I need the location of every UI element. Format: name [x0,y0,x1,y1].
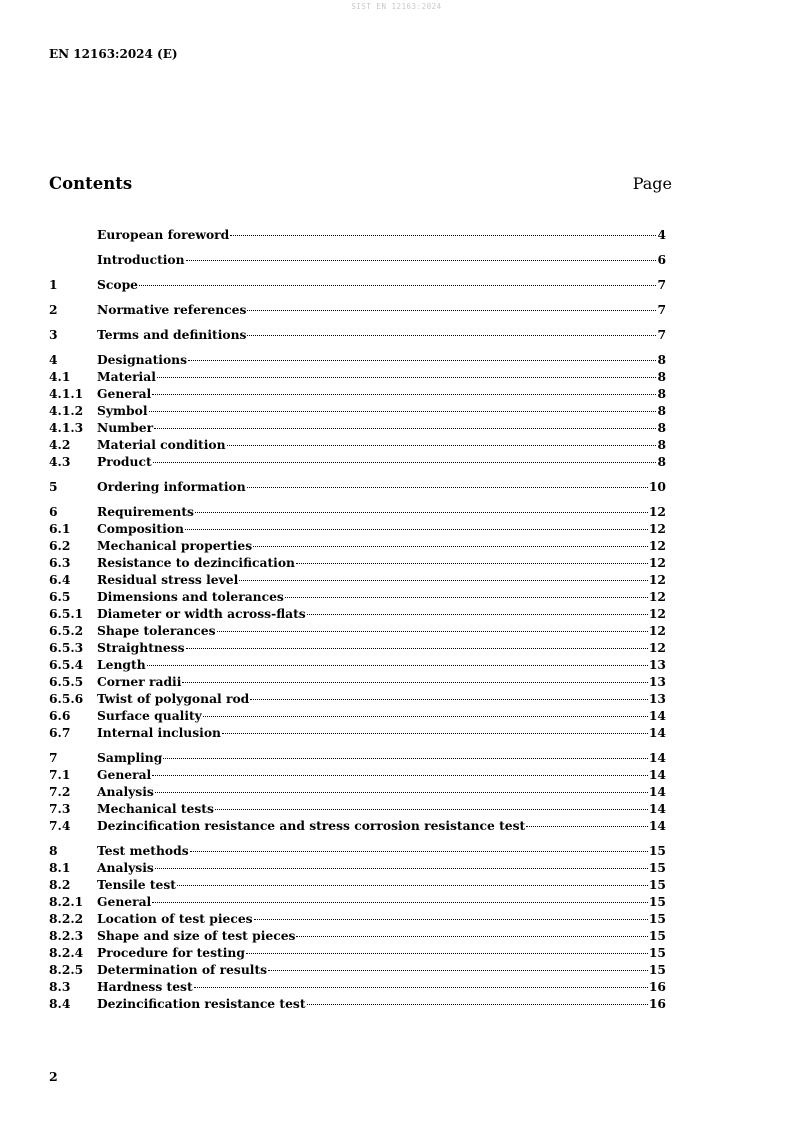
toc-dot-leader [152,394,656,395]
toc-dot-leader [154,428,656,429]
toc-entry-title: Dezincification resistance and stress corrosion resistance test [97,818,526,833]
toc-entry-number: 4.1.2 [49,403,84,418]
toc-entry[interactable] [49,893,666,910]
toc-dot-leader [285,597,648,598]
toc-entry[interactable] [49,503,666,520]
toc-entry-title: Test methods [97,843,189,858]
toc-entry[interactable] [49,800,666,817]
toc-entry[interactable] [49,554,666,571]
toc-entry-number: 6.3 [49,555,71,570]
toc-entry-page: 16 [648,979,666,994]
toc-entry-title: Surface quality [97,708,202,723]
toc-entry-page: 12 [648,572,666,587]
toc-entry-number: 6.5.2 [49,623,84,638]
toc-dot-leader [250,699,648,700]
toc-entry-title: Material condition [97,437,226,452]
toc-entry-title: Tensile test [97,877,176,892]
toc-dot-leader [153,462,657,463]
toc-dot-leader [215,809,648,810]
toc-dot-leader [217,631,648,632]
toc-group [49,226,666,243]
toc-entry-page: 10 [648,479,666,494]
toc-entry[interactable] [49,927,666,944]
toc-entry-title: Hardness test [97,979,193,994]
toc-entry-number: 8.3 [49,979,71,994]
toc-dot-leader [247,487,648,488]
toc-group [49,276,666,293]
toc-entry-number: 8.2.3 [49,928,84,943]
toc-entry-title: Internal inclusion [97,725,221,740]
toc-dot-leader [526,826,648,827]
toc-entry-number: 6.4 [49,572,71,587]
toc-entry-page: 8 [657,369,666,384]
toc-entry-number: 8.2.1 [49,894,84,909]
toc-entry-title: Ordering information [97,479,246,494]
toc-dot-leader [152,902,648,903]
toc-entry-number: 8.2.2 [49,911,84,926]
toc-group [49,842,666,1012]
toc-entry-page: 14 [648,818,666,833]
toc-entry[interactable] [49,724,666,741]
toc-dot-leader [246,953,648,954]
toc-group [49,351,666,470]
toc-dot-leader [247,310,656,311]
toc-entry-number: 8.2.5 [49,962,84,977]
toc-entry-title: Dimensions and tolerances [97,589,284,604]
toc-entry-number: 8.2 [49,877,71,892]
toc-entry-title: Terms and definitions [97,327,247,342]
toc-entry-page: 14 [648,708,666,723]
toc-entry-page: 7 [657,277,666,292]
toc-entry-title: Normative references [97,302,247,317]
toc-dot-leader [227,445,657,446]
document-id-header: EN 12163:2024 (E) [49,47,178,61]
toc-entry-page: 12 [648,623,666,638]
toc-dot-leader [177,885,648,886]
watermark: SIST EN 12163:2024 [351,2,442,11]
page-number: 2 [49,1069,58,1084]
toc-dot-leader [190,851,648,852]
toc-entry-title: Resistance to dezincification [97,555,295,570]
toc-entry[interactable] [49,436,666,453]
toc-entry-page: 15 [648,945,666,960]
toc-dot-leader [188,360,656,361]
toc-entry-page: 15 [648,962,666,977]
toc-entry[interactable] [49,961,666,978]
toc-entry-page: 14 [648,750,666,765]
toc-group [49,251,666,268]
toc-entry-title: Residual stress level [97,572,239,587]
toc-entry-number: 8.4 [49,996,71,1011]
toc-entry-number: 7.1 [49,767,71,782]
toc-entry-title: Procedure for testing [97,945,245,960]
toc-entry-title: Location of test pieces [97,911,253,926]
toc-entry[interactable] [49,944,666,961]
toc-entry[interactable] [49,326,666,343]
toc-dot-leader [155,792,648,793]
table-of-contents [49,226,666,1020]
toc-dot-leader [268,970,648,971]
toc-entry[interactable] [49,766,666,783]
toc-dot-leader [247,335,656,336]
toc-entry-number: 4 [49,352,58,367]
toc-dot-leader [307,614,648,615]
toc-entry-page: 15 [648,928,666,943]
contents-title: Contents [49,174,133,193]
toc-entry-page: 12 [648,640,666,655]
toc-entry[interactable] [49,656,666,673]
toc-entry-page: 12 [648,538,666,553]
toc-entry-number: 4.1 [49,369,71,384]
toc-entry-page: 15 [648,843,666,858]
toc-entry-number: 6.7 [49,725,71,740]
toc-entry[interactable] [49,385,666,402]
toc-entry[interactable] [49,368,666,385]
toc-entry[interactable] [49,588,666,605]
toc-entry[interactable] [49,478,666,495]
toc-entry-number: 7.4 [49,818,71,833]
toc-dot-leader [296,936,647,937]
toc-entry-page: 12 [648,555,666,570]
toc-entry-page: 12 [648,606,666,621]
toc-entry-page: 15 [648,911,666,926]
toc-dot-leader [157,377,657,378]
toc-dot-leader [185,529,648,530]
toc-entry-page: 13 [648,691,666,706]
toc-entry-number: 1 [49,277,58,292]
toc-entry[interactable] [49,402,666,419]
toc-entry-number: 8 [49,843,58,858]
toc-entry-number: 7.3 [49,801,71,816]
toc-entry-number: 2 [49,302,58,317]
toc-entry-number: 7 [49,750,58,765]
toc-entry[interactable] [49,859,666,876]
toc-dot-leader [307,1004,648,1005]
toc-entry-title: European foreword [97,227,230,242]
toc-dot-leader [296,563,648,564]
toc-entry-title: Length [97,657,146,672]
toc-entry-number: 6.5.5 [49,674,84,689]
toc-entry-number: 7.2 [49,784,71,799]
toc-entry[interactable] [49,817,666,834]
toc-entry-number: 6.2 [49,538,71,553]
toc-entry-title: Twist of polygonal rod [97,691,250,706]
toc-entry-number: 4.1.3 [49,420,84,435]
toc-dot-leader [149,411,657,412]
toc-entry-page: 13 [648,657,666,672]
toc-entry-title: General [97,386,152,401]
toc-entry-number: 5 [49,479,58,494]
toc-entry-page: 15 [648,894,666,909]
toc-entry-number: 3 [49,327,58,342]
toc-entry-page: 14 [648,801,666,816]
toc-entry[interactable] [49,351,666,368]
toc-entry[interactable] [49,605,666,622]
toc-entry-number: 6.5.4 [49,657,84,672]
toc-entry-page: 15 [648,860,666,875]
toc-entry[interactable] [49,639,666,656]
toc-entry-title: Analysis [97,784,154,799]
toc-dot-leader [194,987,648,988]
toc-dot-leader [186,260,657,261]
toc-entry-page: 14 [648,784,666,799]
toc-entry[interactable] [49,571,666,588]
toc-entry-page: 8 [657,420,666,435]
toc-entry[interactable] [49,690,666,707]
toc-dot-leader [230,235,656,236]
toc-entry-page: 8 [657,352,666,367]
toc-entry-number: 6.5.6 [49,691,84,706]
toc-entry-page: 8 [657,386,666,401]
toc-entry-page: 6 [657,252,666,267]
toc-entry-title: Dezincification resistance test [97,996,306,1011]
toc-dot-leader [139,285,656,286]
toc-entry-page: 16 [648,996,666,1011]
page-column-label: Page [632,174,672,193]
toc-dot-leader [163,758,648,759]
toc-entry-number: 8.1 [49,860,71,875]
toc-entry-number: 8.2.4 [49,945,84,960]
toc-group [49,478,666,495]
toc-entry-number: 4.3 [49,454,71,469]
toc-entry-number: 6.5.3 [49,640,84,655]
toc-entry-title: Scope [97,277,138,292]
toc-entry[interactable] [49,749,666,766]
toc-entry-page: 14 [648,725,666,740]
toc-dot-leader [203,716,648,717]
toc-entry[interactable] [49,251,666,268]
toc-entry-title: Composition [97,521,184,536]
toc-entry-title: General [97,767,152,782]
toc-entry[interactable] [49,226,666,243]
toc-entry-title: Corner radii [97,674,182,689]
toc-entry-number: 6 [49,504,58,519]
toc-group [49,749,666,834]
toc-entry-page: 4 [657,227,666,242]
toc-group [49,503,666,741]
toc-dot-leader [152,775,648,776]
toc-entry[interactable] [49,876,666,893]
toc-entry-page: 14 [648,767,666,782]
toc-entry[interactable] [49,673,666,690]
toc-entry[interactable] [49,537,666,554]
toc-entry-page: 7 [657,327,666,342]
toc-dot-leader [147,665,648,666]
toc-entry-number: 4.2 [49,437,71,452]
toc-entry-number: 6.5 [49,589,71,604]
toc-entry-page: 8 [657,437,666,452]
toc-entry-page: 15 [648,877,666,892]
toc-entry-title: Determination of results [97,962,268,977]
toc-dot-leader [239,580,648,581]
toc-dot-leader [182,682,647,683]
toc-entry-title: Symbol [97,403,148,418]
toc-entry[interactable] [49,978,666,995]
toc-entry[interactable] [49,842,666,859]
toc-entry[interactable] [49,520,666,537]
toc-entry-title: Material [97,369,156,384]
toc-entry-number: 6.6 [49,708,71,723]
toc-entry-title: Introduction [97,252,185,267]
toc-entry-title: Diameter or width across-flats [97,606,306,621]
toc-entry-title: Shape tolerances [97,623,216,638]
toc-entry[interactable] [49,276,666,293]
toc-entry-number: 6.1 [49,521,71,536]
toc-entry-title: Designations [97,352,188,367]
toc-dot-leader [186,648,648,649]
toc-dot-leader [155,868,648,869]
toc-entry-title: Analysis [97,860,154,875]
toc-entry-page: 12 [648,521,666,536]
toc-entry[interactable] [49,995,666,1012]
toc-entry-title: General [97,894,152,909]
toc-group [49,301,666,318]
toc-entry-title: Mechanical properties [97,538,253,553]
toc-entry-number: 4.1.1 [49,386,84,401]
toc-entry-page: 12 [648,589,666,604]
toc-dot-leader [222,733,648,734]
toc-entry-title: Mechanical tests [97,801,214,816]
toc-entry-page: 12 [648,504,666,519]
toc-dot-leader [254,919,648,920]
toc-entry-title: Sampling [97,750,163,765]
toc-entry[interactable] [49,453,666,470]
toc-entry-page: 7 [657,302,666,317]
toc-entry[interactable] [49,301,666,318]
toc-entry[interactable] [49,910,666,927]
toc-entry-page: 8 [657,454,666,469]
toc-entry[interactable] [49,783,666,800]
toc-entry-title: Requirements [97,504,194,519]
toc-entry-title: Number [97,420,154,435]
toc-entry-title: Product [97,454,152,469]
toc-entry-number: 6.5.1 [49,606,84,621]
toc-entry[interactable] [49,707,666,724]
toc-entry-page: 13 [648,674,666,689]
toc-entry-title: Straightness [97,640,185,655]
toc-entry-title: Shape and size of test pieces [97,928,296,943]
toc-entry[interactable] [49,622,666,639]
toc-entry-page: 8 [657,403,666,418]
toc-dot-leader [195,512,648,513]
toc-dot-leader [253,546,648,547]
toc-entry[interactable] [49,419,666,436]
toc-group [49,326,666,343]
